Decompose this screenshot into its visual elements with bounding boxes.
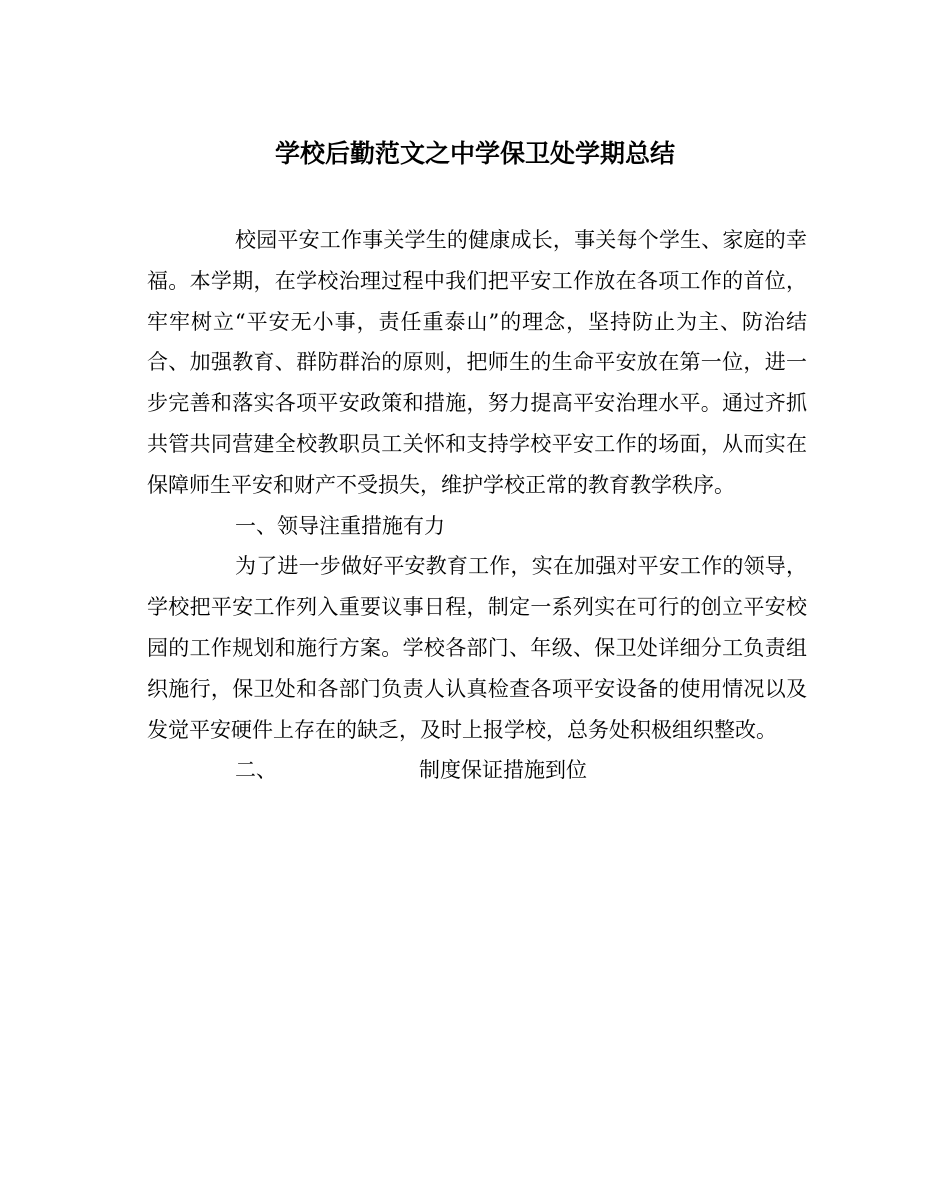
section-heading-2-title: 制度保证措施到位 bbox=[419, 758, 587, 783]
section-heading-2 bbox=[147, 750, 807, 791]
document-body bbox=[147, 220, 807, 791]
paragraph-intro: 校园平安工作事关学生的健康成长，事关每个学生、家庭的幸福。本学期，在学校治理过程中我们把平安工作放在各项工作的首位，牢牢树立“平安无小事，责任重泰山”的理念，坚持防止为主、防治结合、加强教育、群防群治的原则，把师生的生命平安放在第一位，进一步完善和落实各项平安政策和措施，努力提高平安治理水平。通过齐抓共管共同营建全校教职员工关怀和支持学校平安工作的场面，从而实在保障师生平安和财产不受损失，维护学校正常的教育教学秩序。 bbox=[147, 228, 807, 497]
section-heading-2-number: 二、 bbox=[235, 758, 277, 783]
section-heading-1: 一、领导注重措施有力 bbox=[235, 513, 445, 538]
document-title: 学校后勤范文之中学保卫处学期总结 bbox=[274, 139, 675, 168]
paragraph-section-1: 为了进一步做好平安教育工作，实在加强对平安工作的领导，学校把平安工作列入重要议事日程，制定一系列实在可行的创立平安校园的工作规划和施行方案。学校各部门、年级、保卫处详细分工负责组织施行，保卫处和各部门负责人认真检查各项平安设备的使用情况以及发觉平安硬件上存在的缺乏，及时上报学校，总务处积极组织整改。 bbox=[147, 554, 807, 742]
